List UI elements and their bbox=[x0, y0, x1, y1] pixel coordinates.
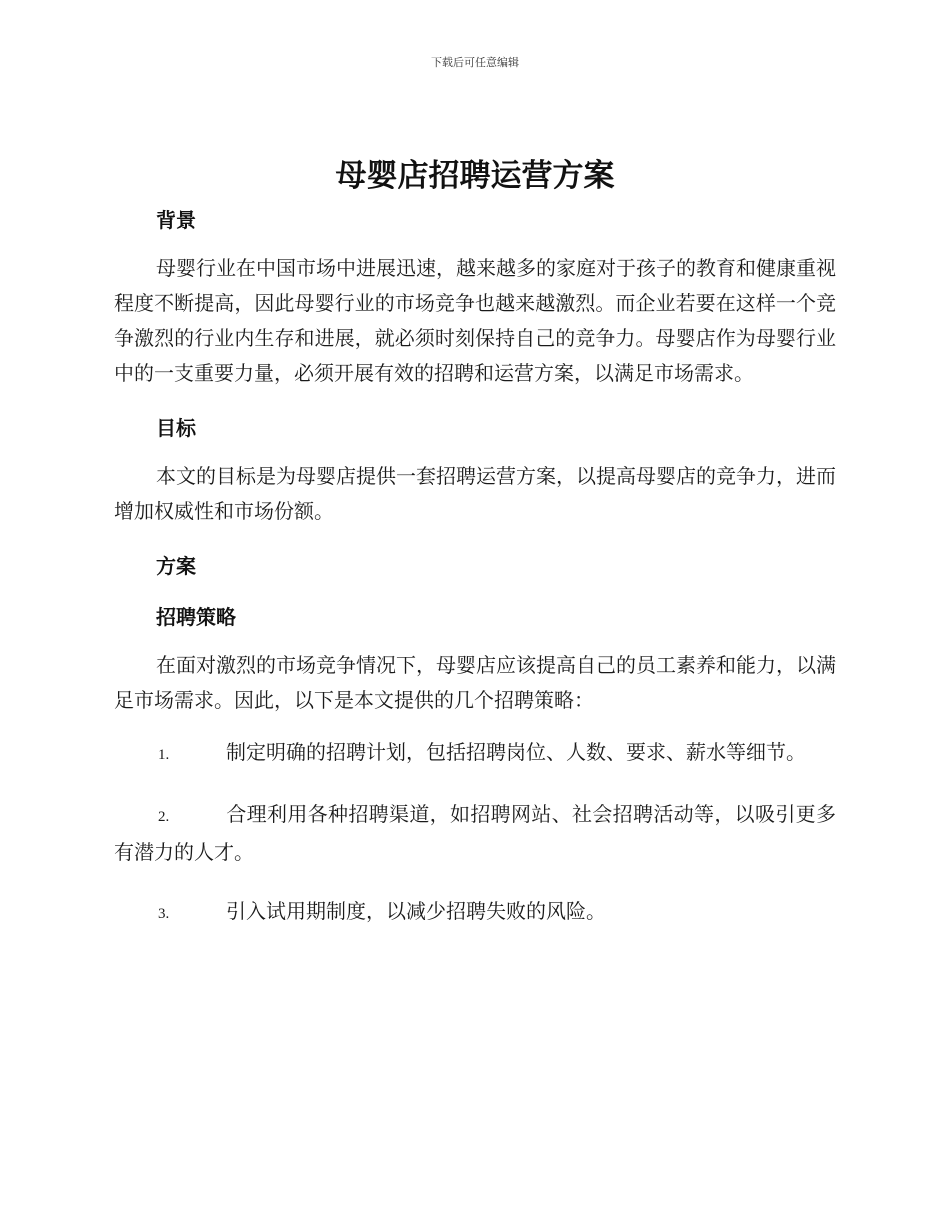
list-item bbox=[114, 735, 836, 773]
list-item-text: 合理利用各种招聘渠道，如招聘网站、社会招聘活动等，以吸引更多有潜力的人才。 bbox=[114, 802, 836, 864]
paragraph-background: 母婴行业在中国市场中进展迅速，越来越多的家庭对于孩子的教育和健康重视程度不断提高，因此母婴行业的市场竞争也越来越激烈。而企业若要在这样一个竞争激烈的行业内生存和进展，就必须时刻保持自己的竞争力。母婴店作为母婴行业中的一支重要力量，必须开展有效的招聘和运营方案，以满足市场需求。 bbox=[114, 256, 836, 385]
section-heading-goal: 目标 bbox=[156, 416, 196, 440]
document-title: 母婴店招聘运营方案 bbox=[335, 158, 615, 194]
list-item-text: 引入试用期制度，以减少招聘失败的风险。 bbox=[226, 899, 606, 923]
list-item bbox=[114, 894, 836, 932]
section-heading-recruit-strategy: 招聘策略 bbox=[156, 605, 236, 629]
list-number: 3. bbox=[158, 906, 170, 922]
list-item bbox=[114, 797, 836, 870]
document-body bbox=[114, 200, 836, 932]
section-heading-background: 背景 bbox=[156, 208, 196, 232]
section-heading-plan: 方案 bbox=[156, 554, 196, 578]
paragraph-goal: 本文的目标是为母婴店提供一套招聘运营方案，以提高母婴店的竞争力，进而增加权威性和市场份额。 bbox=[114, 464, 836, 523]
paragraph-recruit-strategy: 在面对激烈的市场竞争情况下，母婴店应该提高自己的员工素养和能力，以满足市场需求。因此，以下是本文提供的几个招聘策略： bbox=[114, 653, 836, 712]
list-number: 1. bbox=[158, 747, 170, 763]
list-number: 2. bbox=[158, 809, 170, 825]
header-note: 下载后可任意编辑 bbox=[431, 56, 519, 69]
list-item-text: 制定明确的招聘计划，包括招聘岗位、人数、要求、薪水等细节。 bbox=[226, 740, 806, 764]
